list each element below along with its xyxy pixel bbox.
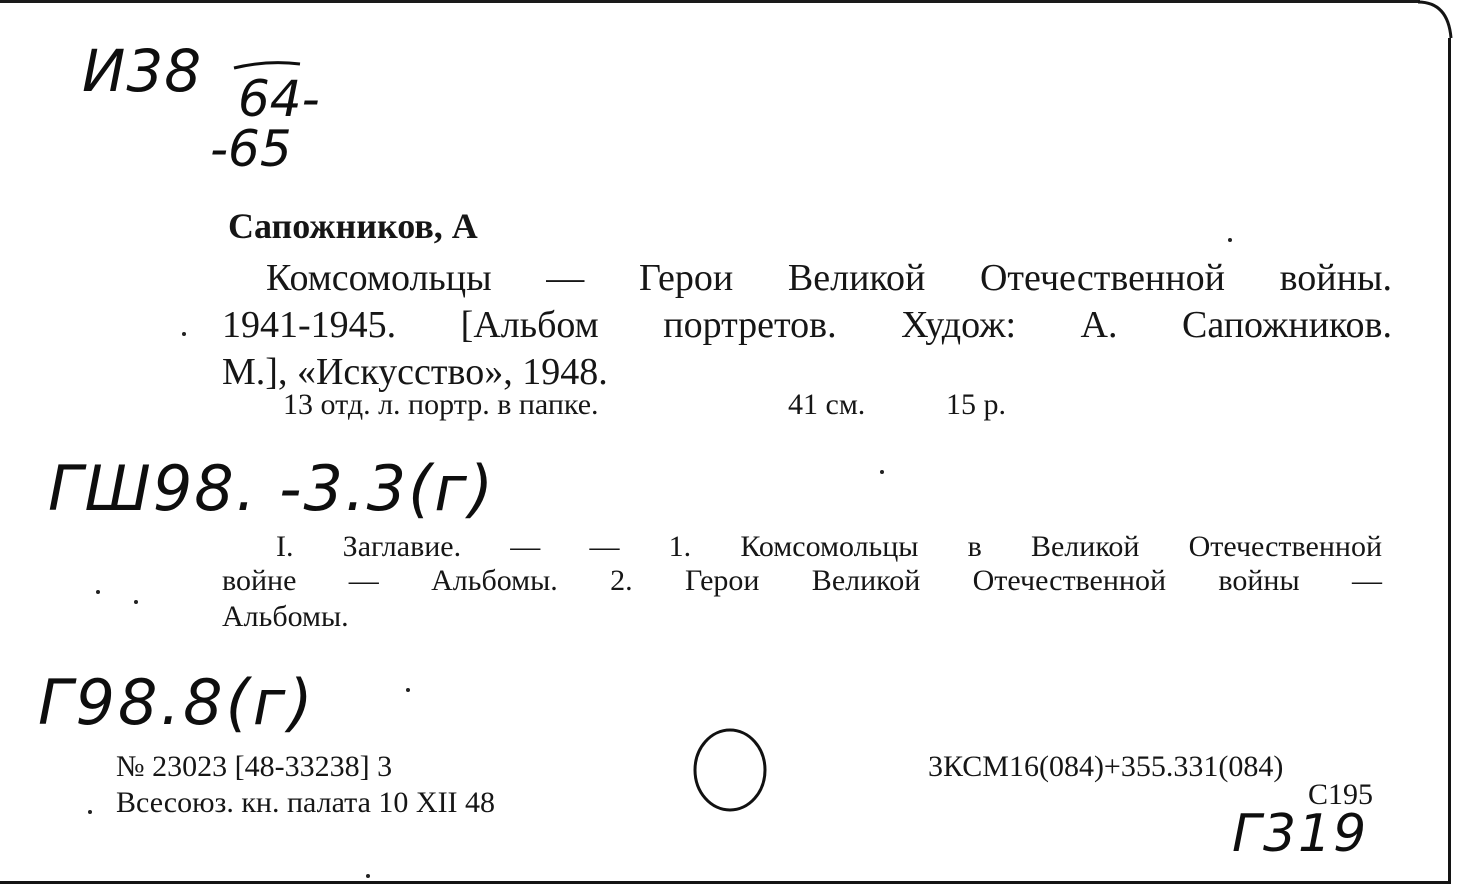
- code-g98: Г98.8(г): [38, 666, 316, 739]
- card-number: № 23023 [48-33238] 3: [116, 750, 393, 783]
- subject-line-1: I. Заглавие. — — 1. Комсомольцы в Великой Отечественной: [276, 530, 1382, 563]
- collation-size: 41 см.: [788, 388, 866, 421]
- scan-speck: [406, 688, 410, 692]
- scan-speck: [1228, 238, 1232, 242]
- subject-block: [222, 530, 1382, 634]
- card-bottom-border: [0, 881, 1451, 884]
- scan-speck: [880, 470, 884, 474]
- subject-line-2: войне — Альбомы. 2. Герои Великой Отечественной войны —: [222, 564, 1382, 597]
- author-heading: Сапожников, А: [228, 206, 478, 246]
- collation-price: 15 р.: [946, 388, 1006, 421]
- subject-line-3: Альбомы.: [222, 600, 349, 633]
- book-chamber-date: Всесоюз. кн. палата 10 XII 48: [116, 786, 496, 819]
- punch-hole: [690, 726, 770, 816]
- title-line-1: Комсомольцы — Герои Великой Отечественной войны.: [266, 257, 1392, 299]
- title-line-2: 1941-1945. [Альбом портретов. Худож: А. Сапожников.: [222, 304, 1392, 346]
- code-gsh: ГШ98. -3.3(г): [48, 452, 496, 525]
- shelfmark-prefix: И38: [82, 37, 203, 105]
- shelfmark-upper: 64-: [238, 70, 320, 128]
- shelfmark-lower: -65: [210, 120, 292, 178]
- collation-pages: 13 отд. л. портр. в папке.: [283, 388, 599, 421]
- cutter-number: С195: [1308, 778, 1374, 811]
- card-right-border: [1448, 38, 1451, 884]
- card-top-border: [0, 0, 1420, 3]
- title-line-3: М.], «Искусство», 1948.: [222, 351, 608, 393]
- classification-index: 3КСМ16(084)+355.331(084): [928, 750, 1284, 783]
- scan-speck: [134, 600, 138, 604]
- scan-speck: [182, 332, 186, 336]
- card-corner-curve: [1418, 0, 1458, 40]
- code-corner: Г319: [1232, 804, 1369, 864]
- scan-speck: [96, 590, 100, 594]
- scan-speck: [366, 874, 370, 878]
- scan-speck: [88, 810, 92, 814]
- title-block: [222, 256, 1392, 397]
